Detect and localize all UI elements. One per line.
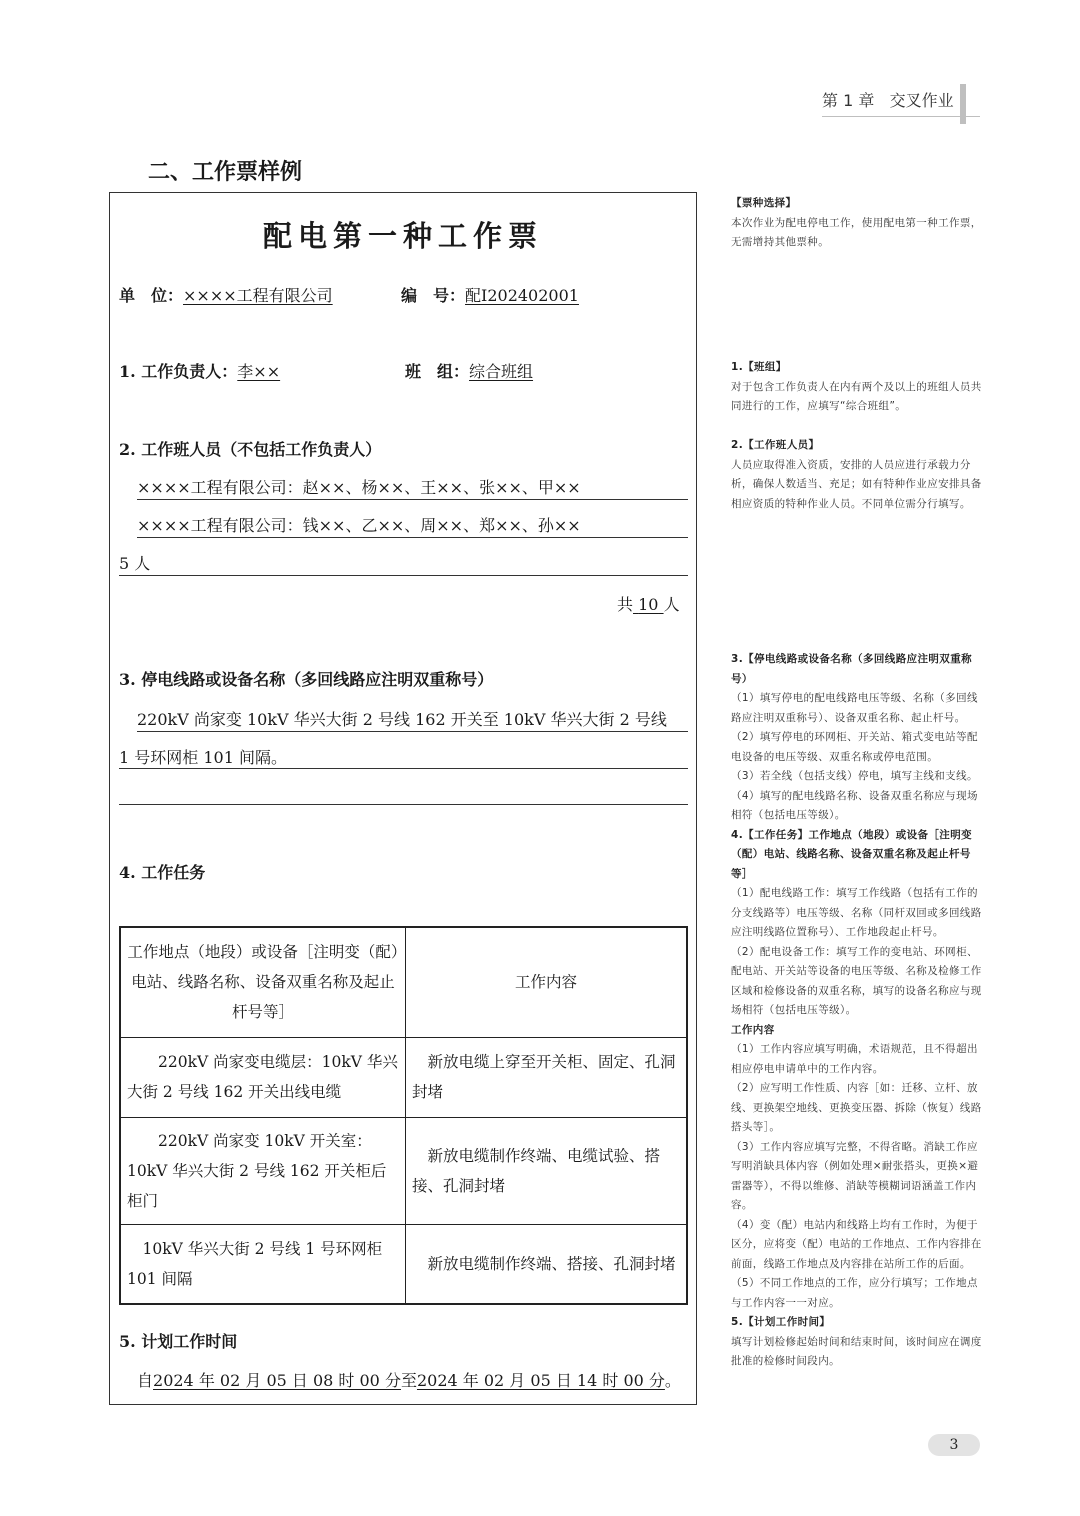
task-table-header (120, 927, 687, 1037)
note-line-task-time (731, 650, 983, 1372)
number-row (401, 285, 579, 307)
note-item: （3）工作内容应填写完整，不得省略。消缺工作应写明消缺具体内容（例如处理×耐张搭头，更换×避雷器等），不得以维修、消缺等模糊词语涵盖工作内容。 (731, 1140, 979, 1211)
members-line-2: ××××工程有限公司：钱××、乙××、周××、郑××、孙×× (137, 516, 581, 535)
task-content-cell: 新放电缆制作终端、搭接、孔洞封堵 (406, 1224, 688, 1304)
note-item: （5）不同工作地点的工作，应分行填写；工作地点与工作内容一一对应。 (731, 1277, 978, 1309)
team-value: 综合班组 (469, 362, 534, 381)
note-members (731, 436, 983, 514)
members-rule-2 (137, 537, 688, 538)
note-title: 【票种选择】 (731, 197, 797, 209)
table-row (120, 1224, 687, 1304)
members-label: 2. 工作班人员（不包括工作负责人） (119, 440, 382, 459)
header-divider (822, 116, 980, 117)
leader-row (119, 361, 280, 383)
task-content-cell: 新放电缆制作终端、电缆试验、搭接、孔洞封堵 (406, 1117, 688, 1224)
note-item: （1）工作内容应填写明确，术语规范，且不得超出相应停电申请单中的工作内容。 (731, 1043, 978, 1075)
note-ticket-type (731, 194, 983, 253)
total-value (633, 595, 664, 614)
note-title: 4.【工作任务】工作地点（地段）或设备［注明变（配）电站、线路名称、设备双重名称及起止杆号等］ (731, 828, 972, 880)
time-to: 至 (400, 1371, 417, 1390)
page-number: 3 (928, 1434, 980, 1456)
members-rule-3 (119, 575, 688, 576)
note-title: 工作内容 (731, 1023, 775, 1036)
unit-value: ××××工程有限公司 (183, 286, 333, 305)
task-content-cell: 新放电缆上穿至开关柜、固定、孔洞封堵 (406, 1037, 688, 1117)
members-total (617, 594, 680, 616)
note-item: （4）填写的配电线路名称、设备双重名称应与现场相符（包括电压等级）。 (731, 789, 978, 821)
header-bar (960, 84, 966, 124)
line-rule-3 (119, 804, 688, 805)
task-header-content: 工作内容 (406, 927, 688, 1037)
time-end-punct: 。 (664, 1371, 681, 1390)
leader-label: 1. 工作负责人： (119, 362, 238, 381)
note-body: 人员应取得准入资质，安排的人员应进行承载力分析，确保人数适当、充足；如有特种作业应安排具备相应资质的特种作业人员。不同单位需分行填写。 (731, 458, 982, 510)
members-line-3: 5 人 (119, 554, 151, 573)
members-line-1: ××××工程有限公司：赵××、杨××、王××、张××、甲×× (137, 478, 581, 497)
line-value-2: 1 号环网柜 101 间隔。 (119, 748, 287, 767)
note-item: （1）填写停电的配电线路电压等级、名称（多回线路应注明双重称号）、设备双重名称、起止杆号。 (731, 692, 978, 724)
members-rule-1 (137, 499, 688, 500)
leader-value: 李×× (237, 362, 281, 381)
time-end: 2024 年 02 月 05 日 14 时 00 分 (416, 1371, 665, 1390)
line-label: 3. 停电线路或设备名称（多回线路应注明双重称号） (119, 670, 494, 689)
note-item: （1）配电线路工作：填写工作线路（包括有工作的分支线路等）电压等级、名称（同杆双回或多回线路应注明线路位置称号）、工作地段起止杆号。 (731, 887, 982, 938)
note-body: 本次作业为配电停电工作，使用配电第一种工作票，无需增持其他票种。 (731, 216, 982, 248)
number-label: 编 号： (401, 286, 466, 305)
note-title: 1.【班组】 (731, 361, 787, 373)
unit-row (119, 285, 333, 307)
task-location-cell: 220kV 尚家变 10kV 开关室：10kV 华兴大街 2 号线 162 开关柜后柜门 (120, 1117, 406, 1224)
note-body: 填写计划检修起始时间和结束时间，该时间应在调度批准的检修时间段内。 (731, 1335, 982, 1367)
chapter-number: 第 1 章 (822, 91, 875, 110)
unit-label: 单 位： (119, 286, 184, 305)
note-item: （4）变（配）电站内和线路上均有工作时，为便于区分，应将变（配）电站的工作地点、工作内容排在前面，线路工作地点及内容排在站所工作的后面。 (731, 1218, 982, 1270)
total-prefix: 共 (617, 595, 634, 614)
table-row (120, 1117, 687, 1224)
note-item: （2）配电设备工作：填写工作的变电站、环网柜、配电站、开关站等设备的电压等级、名称及检修工作区域和检修设备的双重名称，填写的设备名称应与现场相符（包括电压等级）。 (731, 945, 982, 1016)
number-value: 配Ⅰ202402001 (465, 286, 579, 305)
chapter-header (822, 88, 954, 111)
note-title: 2.【工作班人员】 (731, 439, 820, 451)
chapter-title: 交叉作业 (889, 91, 954, 110)
line-value-1: 220kV 尚家变 10kV 华兴大街 2 号线 162 开关至 10kV 华兴大街 2 号线 (137, 710, 667, 729)
time-row (137, 1370, 681, 1392)
time-label: 5. 计划工作时间 (119, 1332, 238, 1351)
line-rule-1 (137, 731, 688, 732)
total-suffix: 人 (663, 595, 680, 614)
task-location-cell: 220kV 尚家变电缆层：10kV 华兴大街 2 号线 162 开关出线电缆 (120, 1037, 406, 1117)
time-start: 2024 年 02 月 05 日 08 时 00 分 (153, 1371, 401, 1390)
line-rule-2 (119, 768, 688, 769)
note-body: 对于包含工作负责人在内有两个及以上的班组人员共同进行的工作，应填写“综合班组”。 (731, 380, 982, 412)
team-row (405, 361, 533, 383)
table-row (120, 1037, 687, 1117)
note-team (731, 358, 983, 417)
note-item: （3）若全线（包括支线）停电，填写主线和支线。 (731, 770, 978, 782)
time-from: 自 (137, 1371, 154, 1390)
team-label: 班 组： (405, 362, 470, 381)
total-number: 10 (638, 595, 659, 614)
note-item: （2）填写停电的环网柜、开关站、箱式变电站等配电设备的电压等级、双重名称或停电范围。 (731, 731, 978, 763)
task-table (119, 926, 688, 1305)
ticket-title: 配电第一种工作票 (262, 219, 543, 253)
task-header-location: 工作地点（地段）或设备［注明变（配）电站、线路名称、设备双重名称及起止杆号等］ (120, 927, 406, 1037)
note-title: 3.【停电线路或设备名称（多回线路应注明双重称号） (731, 653, 972, 685)
note-title: 5.【计划工作时间】 (731, 1316, 831, 1328)
section-title: 二、工作票样例 (148, 160, 303, 185)
task-location-cell: 10kV 华兴大街 2 号线 1 号环网柜 101 间隔 (120, 1224, 406, 1304)
task-label: 4. 工作任务 (119, 863, 206, 882)
note-item: （2）应写明工作性质、内容［如：迁移、立杆、放线、更换架空地线、更换变压器、拆除（恢复）线路搭头等］。 (731, 1082, 982, 1133)
